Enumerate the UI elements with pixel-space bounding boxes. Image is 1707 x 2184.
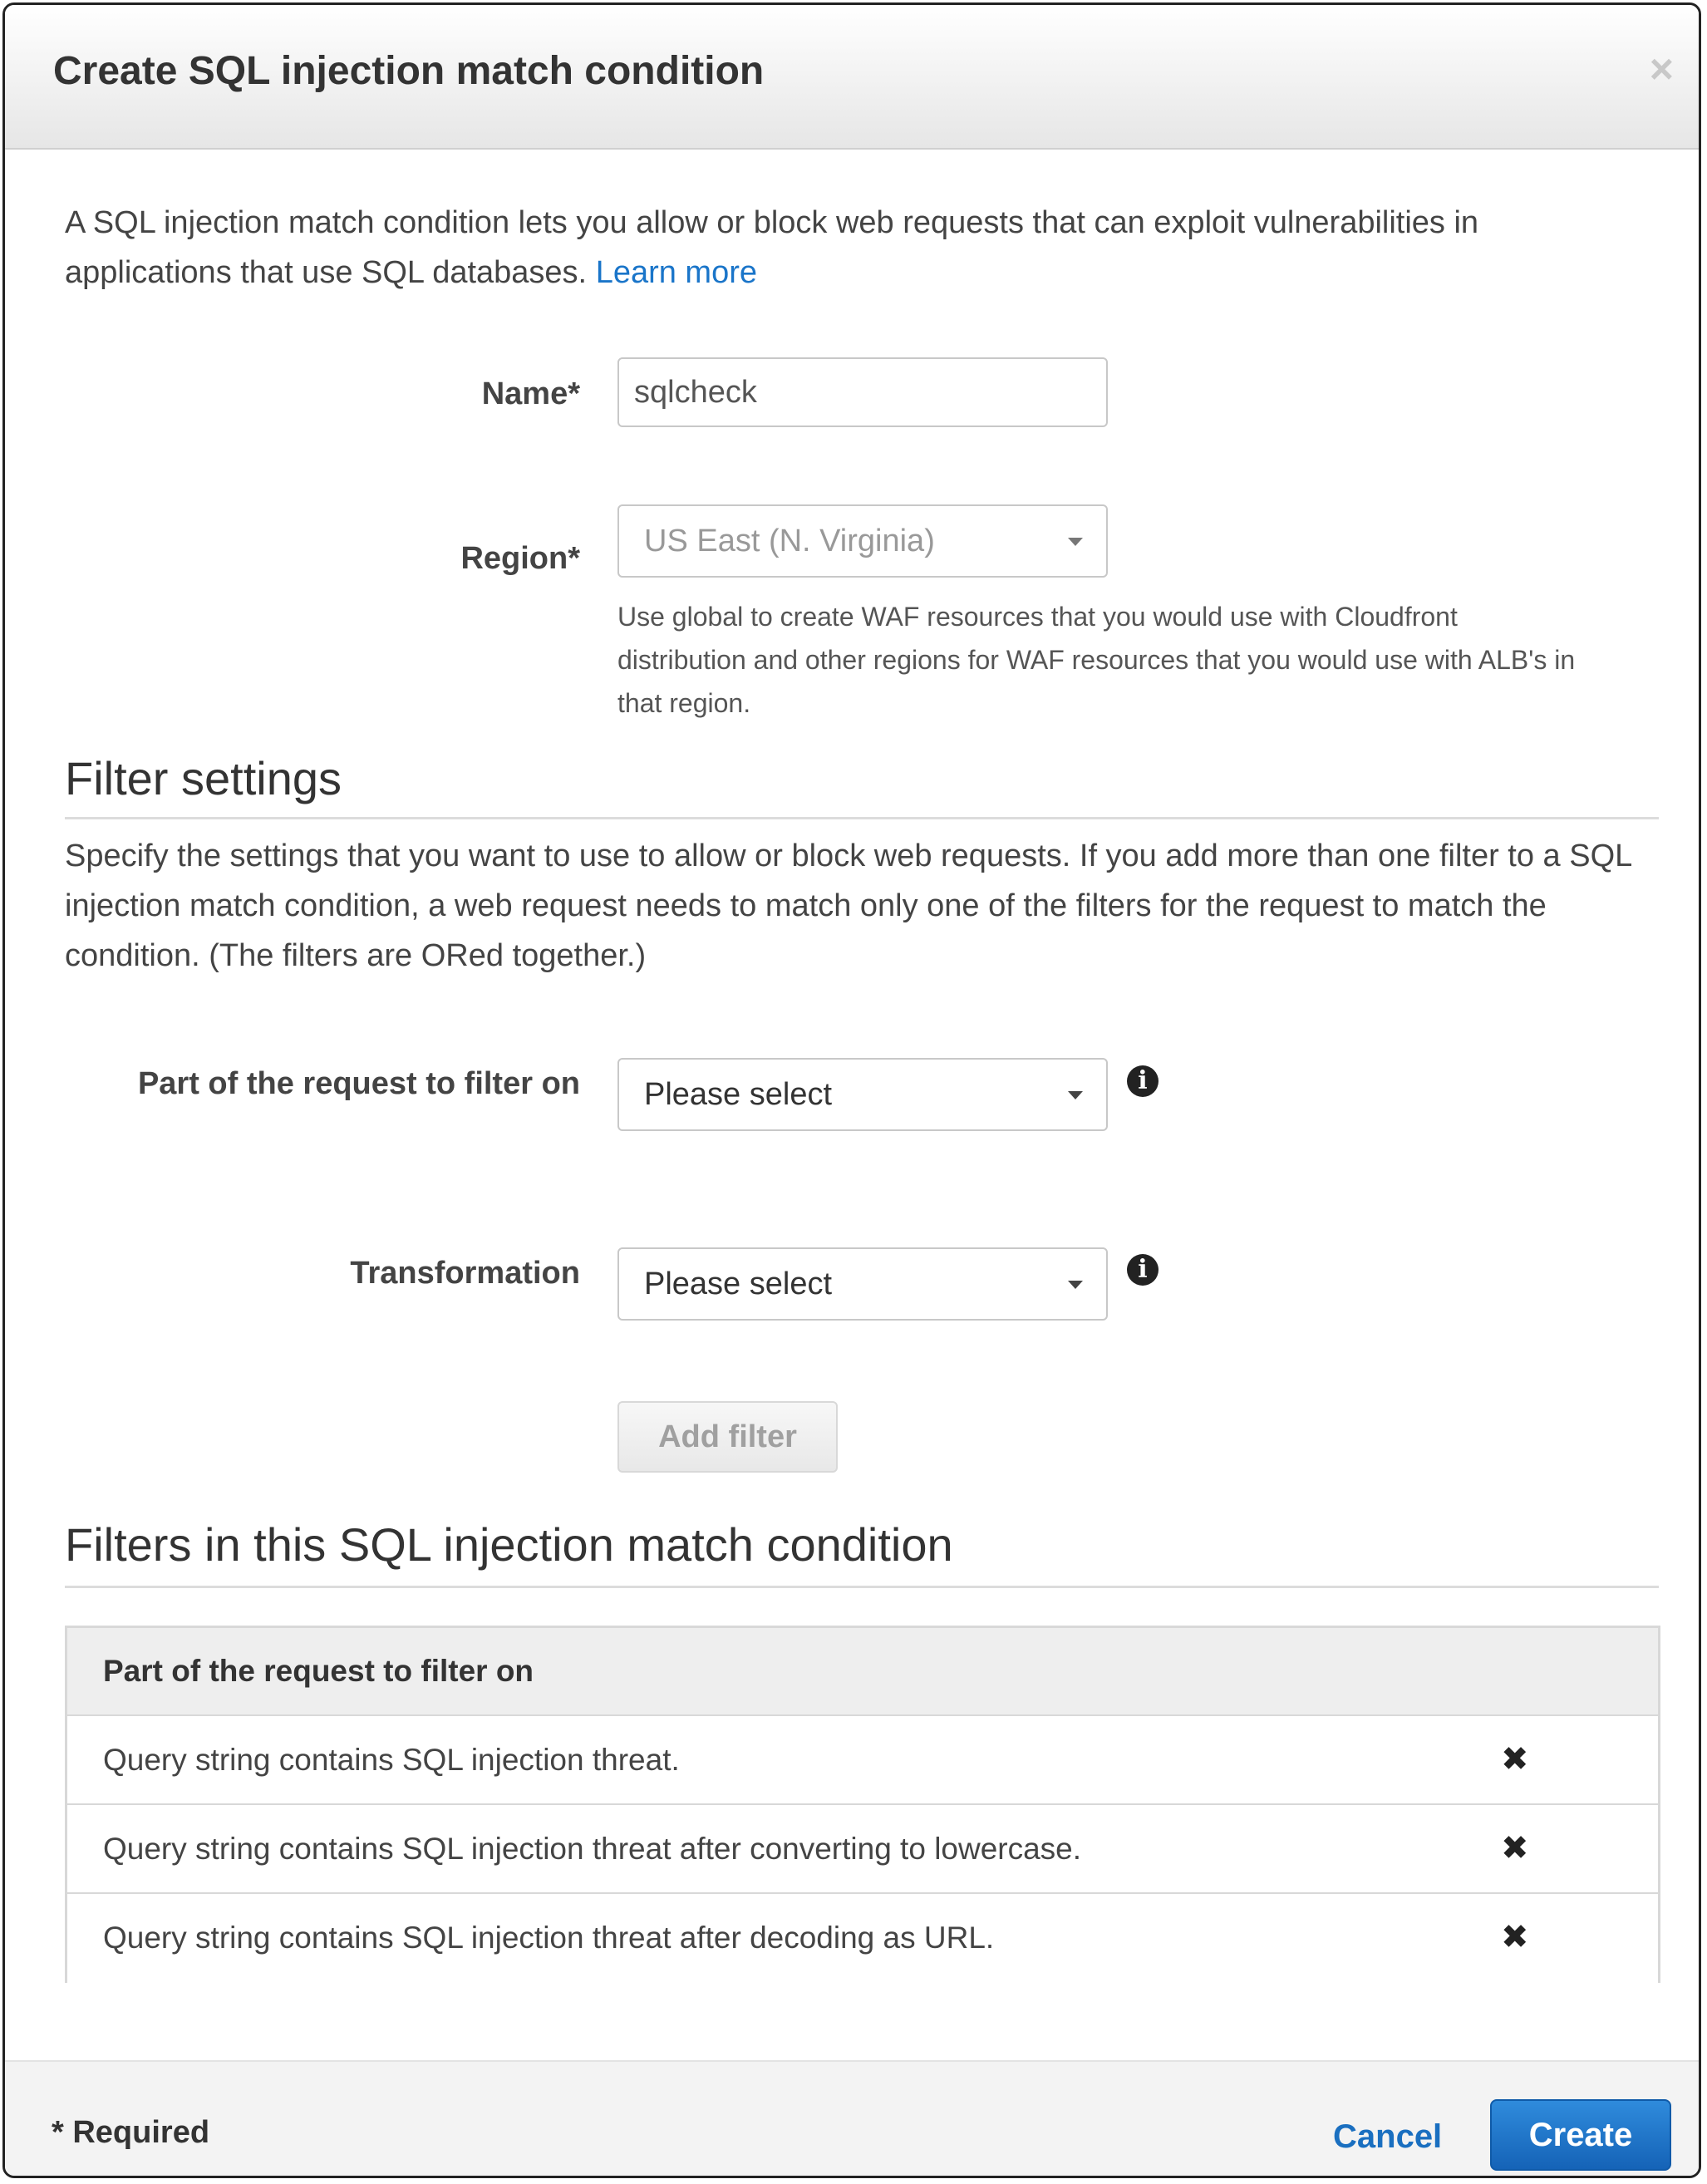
filters-divider <box>65 1586 1659 1588</box>
part-select-value: Please select <box>644 1077 833 1112</box>
filters-table <box>65 1626 1660 1983</box>
filter-settings-divider <box>65 817 1659 819</box>
chevron-down-icon <box>1068 1091 1083 1099</box>
filter-cell: Query string contains SQL injection threat after decoding as URL. <box>103 1921 995 1955</box>
transformation-select[interactable] <box>617 1247 1108 1321</box>
remove-filter-icon[interactable]: ✖ <box>1501 1741 1529 1778</box>
transformation-select-value: Please select <box>644 1267 833 1301</box>
required-note: * Required <box>52 2115 210 2150</box>
filters-heading: Filters in this SQL injection match condition <box>65 1518 953 1571</box>
intro-text <box>65 198 1644 298</box>
learn-more-link[interactable]: Learn more <box>595 255 758 290</box>
region-select[interactable] <box>617 504 1108 578</box>
dialog <box>2 2 1701 2178</box>
name-input[interactable] <box>617 357 1108 427</box>
column-header: Part of the request to filter on <box>103 1654 534 1688</box>
info-icon[interactable]: i <box>1127 1065 1158 1097</box>
remove-filter-icon[interactable]: ✖ <box>1501 1919 1529 1955</box>
region-label: Region* <box>460 541 580 576</box>
filter-settings-description: Specify the settings that you want to use to allow or block web requests. If you add more than one filter to a SQL injection match condition, a web request needs to match only one of the filters for the request to match the condition. (The filters are ORed together.) <box>65 839 1631 973</box>
name-label: Name* <box>481 376 580 411</box>
region-select-value: US East (N. Virginia) <box>644 524 935 558</box>
table-row <box>67 1805 1658 1894</box>
transformation-label: Transformation <box>350 1256 580 1291</box>
filter-settings-heading: Filter settings <box>65 752 342 804</box>
chevron-down-icon <box>1068 538 1083 546</box>
table-header <box>67 1628 1658 1716</box>
add-filter-button[interactable]: Add filter <box>617 1401 838 1473</box>
filter-cell: Query string contains SQL injection threat. <box>103 1743 680 1777</box>
create-button[interactable]: Create <box>1490 2099 1671 2171</box>
table-row <box>67 1894 1658 1983</box>
dialog-footer <box>5 2060 1699 2176</box>
info-icon[interactable]: i <box>1127 1254 1158 1286</box>
dialog-header <box>5 5 1699 150</box>
part-select[interactable] <box>617 1058 1108 1131</box>
table-row <box>67 1716 1658 1805</box>
filter-cell: Query string contains SQL injection threat after converting to lowercase. <box>103 1832 1082 1866</box>
part-label: Part of the request to filter on <box>137 1066 580 1101</box>
chevron-down-icon <box>1068 1281 1083 1289</box>
dialog-title: Create SQL injection match condition <box>53 49 765 93</box>
cancel-button[interactable]: Cancel <box>1333 2118 1443 2155</box>
close-icon[interactable]: × <box>1649 46 1674 92</box>
intro-body: A SQL injection match condition lets you allow or block web requests that can exploit vulnerabilities in applications that use SQL databases. <box>65 205 1479 290</box>
remove-filter-icon[interactable]: ✖ <box>1501 1830 1529 1867</box>
region-help-text: Use global to create WAF resources that you would use with Cloudfront distribution and other regions for WAF resources that you would use with ALB's in that region. <box>617 602 1576 718</box>
